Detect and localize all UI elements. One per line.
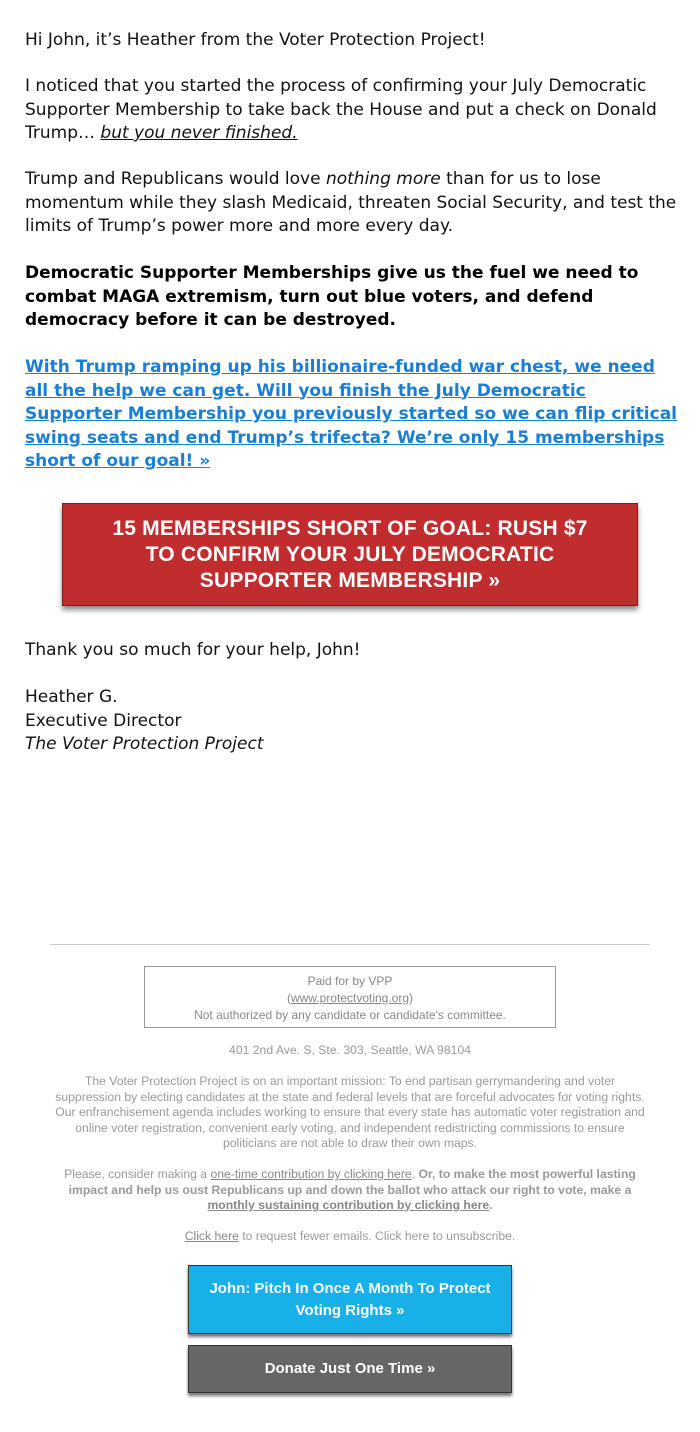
bold-paragraph: Democratic Supporter Memberships give us the fuel we need to combat MAGA extremism, turn out blue voters, and defend democracy before it can be destroyed. bbox=[25, 263, 639, 330]
paid-for-text: Paid for by VPP bbox=[307, 974, 393, 988]
website-paren-close: ) bbox=[409, 991, 414, 1005]
intro-text: I noticed that you started the process of confirming your July Democratic Supporter Membership to take back the House and put a check on Donald Trump… bbox=[25, 76, 657, 143]
link-paragraph bbox=[25, 356, 680, 474]
paid-for-box bbox=[144, 966, 556, 1028]
website-paren-open: ( bbox=[286, 991, 291, 1005]
trump-text-before: Trump and Republicans would love bbox=[25, 169, 326, 189]
fewer-emails-link[interactable]: Click here bbox=[184, 1229, 239, 1243]
trump-paragraph bbox=[25, 168, 680, 239]
signature-name: Heather G. bbox=[25, 687, 118, 707]
one-time-contribution-link[interactable]: one-time contribution by clicking here bbox=[210, 1167, 412, 1181]
website-line bbox=[145, 990, 555, 1007]
monthly-contribution-link[interactable]: monthly sustaining contribution by clicking here bbox=[207, 1198, 490, 1212]
intro-emphasis: but you never finished. bbox=[100, 123, 298, 143]
thanks-paragraph: Thank you so much for your help, John! bbox=[25, 640, 361, 660]
rush-donation-button[interactable]: 15 MEMBERSHIPS SHORT OF GOAL: RUSH $7 TO CONFIRM YOUR JULY DEMOCRATIC SUPPORTER MEMBERSHIP » bbox=[62, 503, 638, 606]
signature-org: The Voter Protection Project bbox=[25, 734, 264, 754]
contribution-prompt bbox=[55, 1167, 645, 1214]
consider-bold-main: Or, to make the most powerful lasting impact and help us oust Republicans up and down the ballot who attack our right to vote, make a bbox=[68, 1167, 636, 1197]
unsubscribe-line bbox=[55, 1229, 645, 1245]
greeting-paragraph: Hi John, it’s Heather from the Voter Protection Project! bbox=[25, 30, 486, 50]
not-authorized-text: Not authorized by any candidate or candidate's committee. bbox=[194, 1008, 506, 1022]
consider-end: . bbox=[489, 1198, 493, 1212]
mission-statement: The Voter Protection Project is on an important mission: To end partisan gerrymandering and voter suppression by electing candidates at the state and federal levels that are forceful advocates for voting rights. Our enfranchisement agenda includes working to ensure that every state has automatic voter registration and online voter registration, convenient early voting, and independent redistricting commissions to ensure politicians are not able to draw their own maps. bbox=[55, 1074, 645, 1150]
consider-period: . bbox=[411, 1167, 419, 1181]
signature bbox=[25, 686, 680, 757]
unsubscribe-text: to request fewer emails. Click here to unsubscribe. bbox=[238, 1229, 516, 1243]
intro-paragraph bbox=[25, 75, 680, 146]
finish-membership-link[interactable]: With Trump ramping up his billionaire-funded war chest, we need all the help we can get. Will you finish the July Democratic Supporter Membership you previously started so we can flip critical swing seats and end Trump’s trifecta? We’re only 15 memberships short of our goal! » bbox=[25, 357, 678, 471]
website-link[interactable]: www.protectvoting.org bbox=[290, 991, 410, 1005]
trump-text-after: than for us to lose momentum while they slash Medicaid, threaten Social Security, and test the limits of Trump’s power more and more every day. bbox=[25, 169, 677, 236]
one-time-donate-button[interactable]: Donate Just One Time » bbox=[188, 1345, 512, 1393]
mailing-address: 401 2nd Ave. S, Ste. 303, Seattle, WA 98104 bbox=[229, 1043, 471, 1057]
consider-prefix: Please, consider making a bbox=[64, 1167, 211, 1181]
trump-emphasis: nothing more bbox=[325, 169, 441, 189]
footer-divider bbox=[50, 944, 650, 945]
monthly-donate-button[interactable]: John: Pitch In Once A Month To Protect Voting Rights » bbox=[188, 1265, 512, 1334]
signature-title: Executive Director bbox=[25, 710, 182, 731]
